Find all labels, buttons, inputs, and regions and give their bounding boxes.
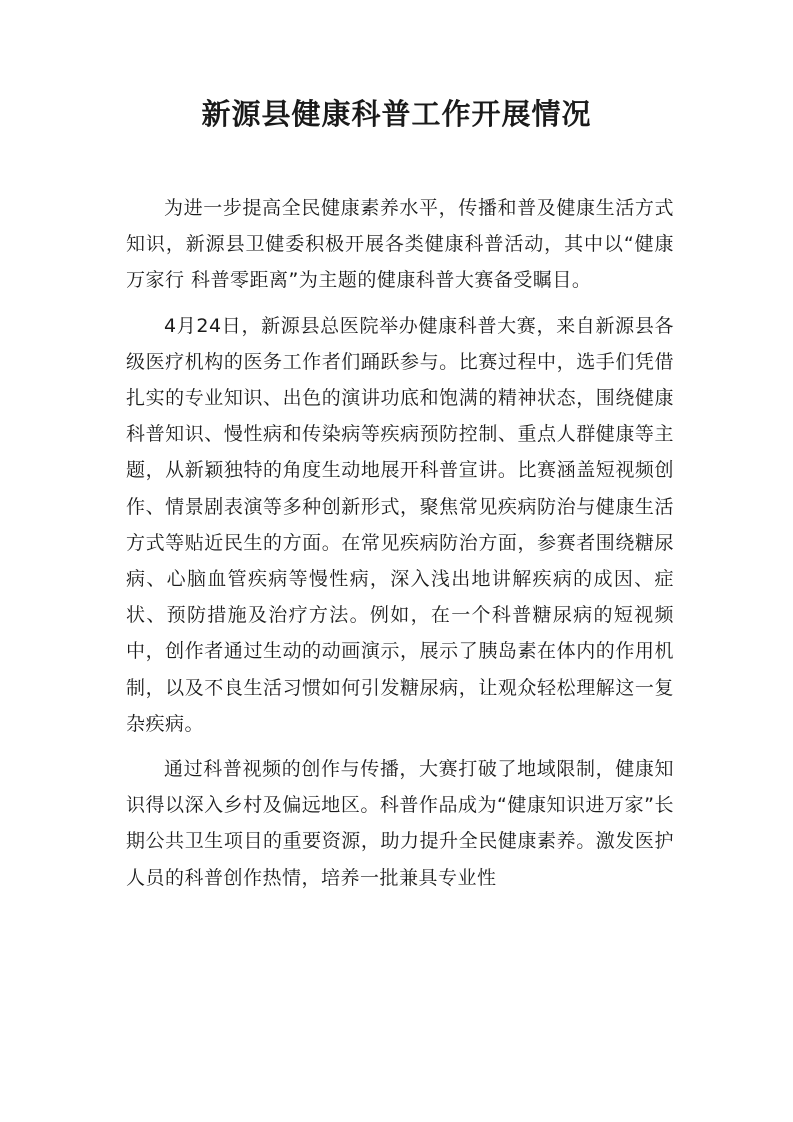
paragraph-intro: 为进一步提高全民健康素养水平，传播和普及健康生活方式知识，新源县卫健委积极开展各类健康科普活动，其中以“健康万家行 科普零距离”为主题的健康科普大赛备受瞩目。 xyxy=(126,197,674,292)
document-body xyxy=(126,190,674,905)
paragraph-outcome: 通过科普视频的创作与传播，大赛打破了地域限制，健康知识得以深入乡村及偏远地区。科普作品成为“健康知识进万家”长期公共卫生项目的重要资源，助力提升全民健康素养。激发医护人员的科普创作热情，培养一批兼具专业性 xyxy=(126,758,674,889)
paragraph-contest: 4月24日，新源县总医院举办健康科普大赛，来自新源县各级医疗机构的医务工作者们踊跃参与。比赛过程中，选手们凭借扎实的专业知识、出色的演讲功底和饱满的精神状态，围绕健康科普知识、慢性病和传染病等疾病预防控制、重点人群健康等主题，从新颖独特的角度生动地展开科普宣讲。比赛涵盖短视频创作、情景剧表演等多种创新形式，聚焦常见疾病防治与健康生活方式等贴近民生的方面。在常见疾病防治方面，参赛者围绕糖尿病、心脑血管疾病等慢性病，深入浅出地讲解疾病的成因、症状、预防措施及治疗方法。例如，在一个科普糖尿病的短视频中，创作者通过生动的动画演示，展示了胰岛素在体内的作用机制，以及不良生活习惯如何引发糖尿病，让观众轻松理解这一复杂疾病。 xyxy=(126,314,674,735)
document-title: 新源县健康科普工作开展情况 xyxy=(201,97,592,131)
